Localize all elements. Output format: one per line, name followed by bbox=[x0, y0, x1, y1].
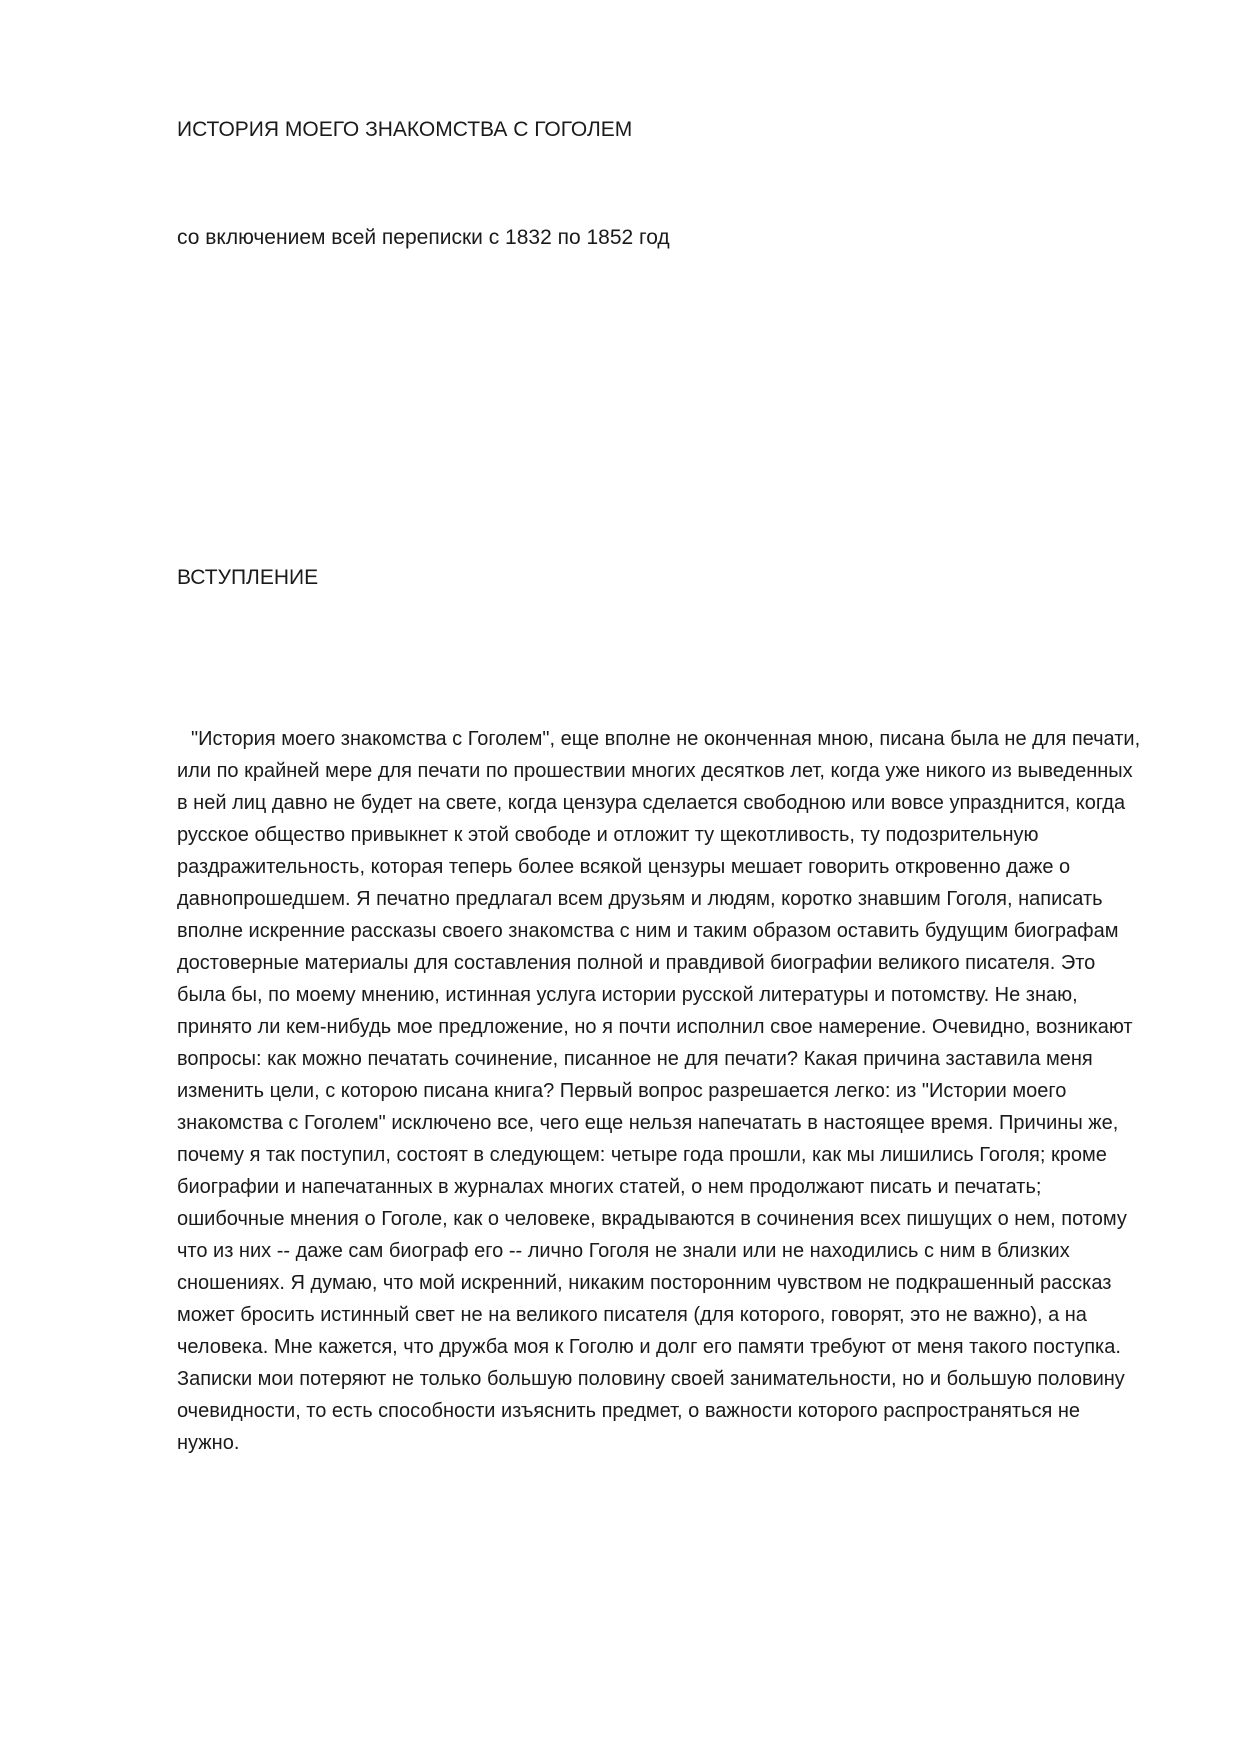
document-title: ИСТОРИЯ МОЕГО ЗНАКОМСТВА С ГОГОЛЕМ bbox=[177, 118, 633, 141]
document-subtitle: со включением всей переписки с 1832 по 1852 год bbox=[177, 226, 670, 249]
intro-paragraph: "История моего знакомства с Гоголем", еще вполне не оконченная мною, писана была не для печати, или по крайней мере для печати по прошествии многих десятков лет, когда уже никого из выведенных в ней лиц давно не будет на свете, когда цензура сделается свободною или вовсе упразднится, когда русское общество привыкнет к этой свободе и отложит ту щекотливость, ту подозрительную раздражительность, которая теперь более всякой цензуры мешает говорить откровенно даже о давнопрошедшем. Я печатно предлагал всем друзьям и людям, коротко знавшим Гоголя, написать вполне искренние рассказы своего знакомства с ним и таким образом оставить будущим биографам достоверные материалы для составления полной и правдивой биографии великого писателя. Это была бы, по моему мнению, истинная услуга истории русской литературы и потомству. Не знаю, принято ли кем-нибудь мое предложение, но я почти исполнил свое намерение. Очевидно, возникают вопросы: как можно печатать сочинение, писанное не для печати? Какая причина заставила меня изменить цели, с которою писана книга? Первый вопрос разрешается легко: из "Истории моего знакомства с Гоголем" исключено все, чего еще нельзя напечатать в настоящее время. Причины же, почему я так поступил, состоят в следующем: четыре года прошли, как мы лишились Гоголя; кроме биографии и напечатанных в журналах многих статей, о нем продолжают писать и печатать; ошибочные мнения о Гоголе, как о человеке, вкрадываются в сочинения всех пишущих о нем, потому что из них -- даже сам биограф его -- лично Гоголя не знали или не находились с ним в близких сношениях. Я думаю, что мой искренний, никаким посторонним чувством не подкрашенный рассказ может бросить истинный свет не на великого писателя (для которого, говорят, это не важно), а на человека. Мне кажется, что дружба моя к Гоголю и долг его памяти требуют от меня такого поступка. Записки мои потеряют не только большую половину своей занимательности, но и большую половину очевидности, то есть способности изъяснить предмет, о важности которого распространяться не нужно. bbox=[177, 728, 1141, 1454]
section-heading: ВСТУПЛЕНИЕ bbox=[177, 566, 319, 589]
